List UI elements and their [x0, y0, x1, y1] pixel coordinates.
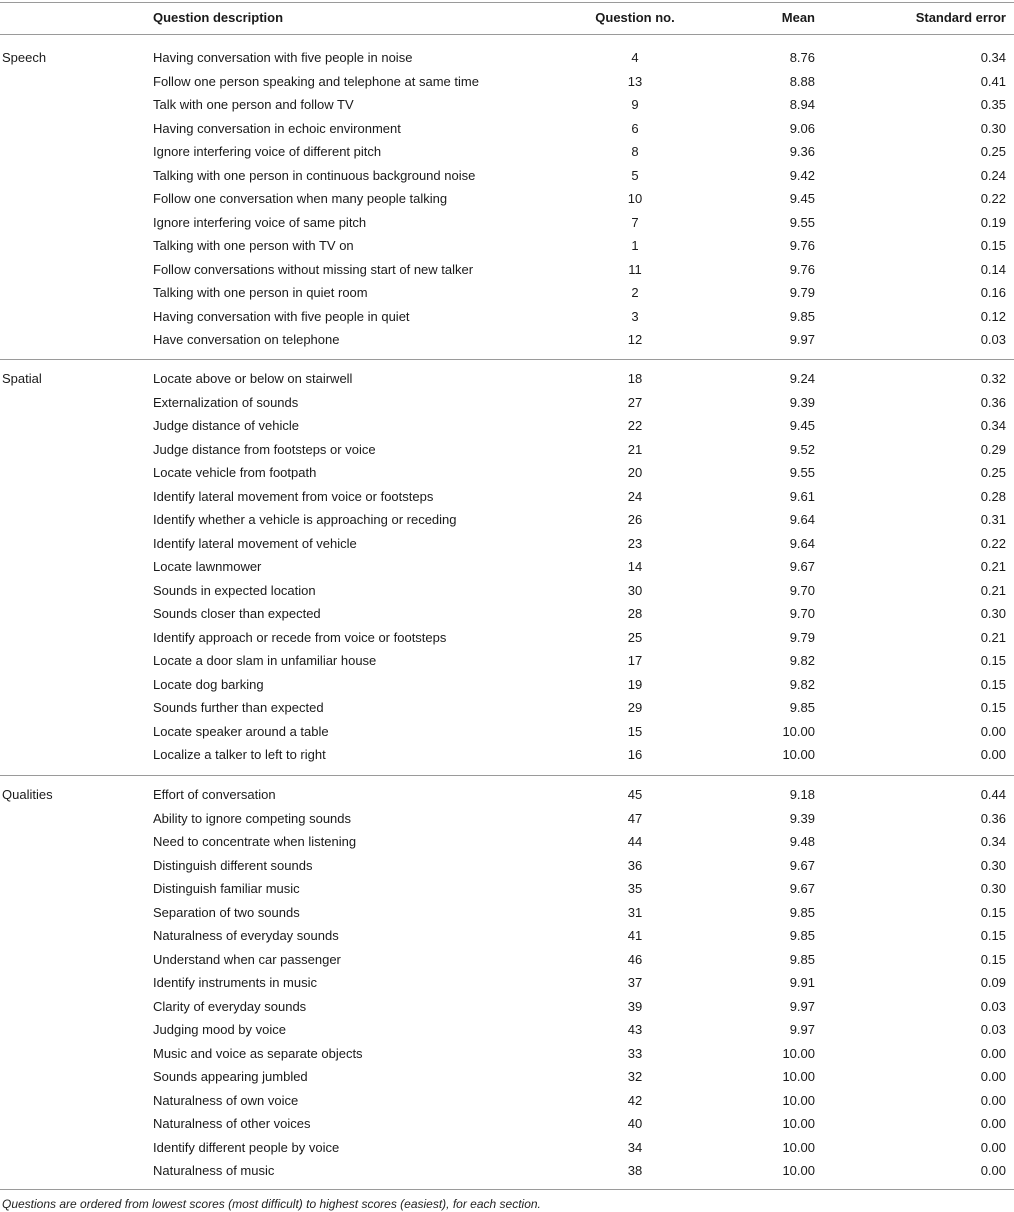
- question-no-cell: 27: [627, 394, 643, 410]
- table-row: [0, 489, 1014, 513]
- standard-error-cell: 0.21: [980, 559, 1006, 574]
- standard-error-cell: 0.29: [980, 441, 1006, 457]
- question-description-cell: Ability to ignore competing sounds: [153, 810, 352, 826]
- question-no-cell: 37: [627, 975, 643, 990]
- standard-error-cell: 0.34: [980, 418, 1006, 433]
- standard-error-cell: 0.30: [980, 606, 1006, 621]
- section-divider: [0, 775, 1014, 776]
- question-description-cell: Locate above or below on stairwell: [153, 371, 353, 386]
- mean-cell: 9.85: [789, 928, 815, 943]
- mean-cell: 8.94: [789, 97, 815, 112]
- table-row: [0, 975, 1014, 999]
- question-no-cell: 47: [627, 810, 643, 826]
- question-no-cell: 18: [627, 371, 643, 386]
- question-description-cell: Sounds appearing jumbled: [153, 1069, 308, 1084]
- section-label: Spatial: [2, 371, 42, 386]
- question-no-cell: 5: [631, 167, 639, 183]
- mean-cell: 9.91: [789, 975, 815, 990]
- mean-cell: 9.55: [789, 214, 815, 230]
- question-description-cell: Ignore interfering voice of same pitch: [153, 214, 367, 230]
- question-description-cell: Having conversation with five people in quiet: [153, 308, 410, 324]
- question-no-cell: 28: [627, 606, 643, 621]
- standard-error-cell: 0.30: [980, 857, 1006, 873]
- standard-error-cell: 0.30: [980, 120, 1006, 136]
- question-description-cell: Sounds closer than expected: [153, 606, 321, 621]
- question-description-cell: Locate a door slam in unfamiliar house: [153, 653, 377, 668]
- question-description-cell: Talking with one person in quiet room: [153, 285, 368, 300]
- table-row: [0, 928, 1014, 952]
- section-label: Speech: [2, 50, 47, 65]
- mean-cell: 9.85: [789, 904, 815, 920]
- standard-error-cell: 0.14: [980, 261, 1006, 277]
- question-no-cell: 41: [627, 928, 643, 943]
- question-description-cell: Clarity of everyday sounds: [153, 998, 307, 1014]
- mean-cell: 10.00: [782, 1069, 815, 1084]
- question-description-cell: Effort of conversation: [153, 787, 276, 802]
- mean-cell: 9.97: [789, 1022, 815, 1037]
- standard-error-cell: 0.15: [980, 676, 1006, 692]
- table-row: [0, 262, 1014, 286]
- question-no-cell: 35: [627, 881, 643, 896]
- standard-error-cell: 0.15: [980, 238, 1006, 253]
- table-row: [0, 418, 1014, 442]
- standard-error-cell: 0.15: [980, 653, 1006, 668]
- question-description-cell: Talking with one person with TV on: [153, 238, 354, 253]
- question-no-cell: 17: [627, 653, 643, 668]
- standard-error-cell: 0.31: [980, 512, 1006, 527]
- question-no-cell: 26: [627, 512, 643, 527]
- standard-error-cell: 0.41: [980, 73, 1006, 89]
- mean-cell: 9.45: [789, 418, 815, 433]
- standard-error-cell: 0.00: [980, 1045, 1006, 1061]
- mean-cell: 9.42: [789, 167, 815, 183]
- standard-error-cell: 0.30: [980, 881, 1006, 896]
- mean-cell: 9.70: [789, 606, 815, 621]
- standard-error-cell: 0.25: [980, 465, 1006, 480]
- mean-cell: 9.48: [789, 834, 815, 849]
- table-row: [0, 881, 1014, 905]
- standard-error-cell: 0.09: [980, 975, 1006, 990]
- question-no-cell: 33: [627, 1045, 643, 1061]
- question-description-cell: Locate speaker around a table: [153, 723, 329, 739]
- question-description-cell: Having conversation with five people in noise: [153, 50, 413, 65]
- table-row: [0, 834, 1014, 858]
- question-description-cell: Having conversation in echoic environment: [153, 120, 401, 136]
- question-description-cell: Naturalness of own voice: [153, 1092, 299, 1108]
- table-row: [0, 630, 1014, 654]
- mean-cell: 9.39: [789, 394, 815, 410]
- question-description-cell: Locate lawnmower: [153, 559, 262, 574]
- mean-cell: 9.55: [789, 465, 815, 480]
- mean-cell: 9.61: [789, 488, 815, 504]
- question-no-cell: 43: [627, 1022, 643, 1037]
- question-description-cell: Identify lateral movement from voice or footsteps: [153, 488, 434, 504]
- header-rule: [0, 34, 1014, 35]
- standard-error-cell: 0.00: [980, 747, 1006, 762]
- question-no-cell: 10: [627, 191, 643, 206]
- table-row: [0, 583, 1014, 607]
- question-no-cell: 13: [627, 73, 643, 89]
- table-row: [0, 512, 1014, 536]
- header-standard-error: Standard error: [915, 10, 1006, 25]
- question-no-cell: 19: [627, 676, 643, 692]
- standard-error-cell: 0.00: [980, 723, 1006, 739]
- question-description-cell: Follow one conversation when many people talking: [153, 191, 448, 206]
- table-row: [0, 1069, 1014, 1093]
- table-row: [0, 168, 1014, 192]
- standard-error-cell: 0.34: [980, 50, 1006, 65]
- mean-cell: 10.00: [782, 747, 815, 762]
- mean-cell: 10.00: [782, 1045, 815, 1061]
- question-no-cell: 22: [627, 418, 643, 433]
- header-question-no: Question no.: [595, 10, 675, 25]
- question-description-cell: Ignore interfering voice of different pitch: [153, 144, 382, 159]
- question-no-cell: 20: [627, 465, 643, 480]
- table-row: [0, 724, 1014, 748]
- standard-error-cell: 0.19: [980, 214, 1006, 230]
- mean-cell: 9.85: [789, 700, 815, 715]
- mean-cell: 10.00: [782, 1163, 815, 1178]
- question-description-cell: Talk with one person and follow TV: [153, 97, 354, 112]
- table-row: [0, 1116, 1014, 1140]
- table-row: [0, 1093, 1014, 1117]
- standard-error-cell: 0.00: [980, 1163, 1006, 1178]
- question-no-cell: 38: [627, 1163, 643, 1178]
- mean-cell: 9.36: [789, 144, 815, 159]
- standard-error-cell: 0.34: [980, 834, 1006, 849]
- table-row: [0, 999, 1014, 1023]
- table-row: [0, 144, 1014, 168]
- table-row: [0, 787, 1014, 811]
- question-description-cell: Sounds in expected location: [153, 582, 316, 598]
- mean-cell: 9.85: [789, 308, 815, 324]
- table-row: [0, 677, 1014, 701]
- question-description-cell: Talking with one person in continuous background noise: [153, 167, 476, 183]
- table-row: [0, 952, 1014, 976]
- mean-cell: 9.67: [789, 881, 815, 896]
- mean-cell: 9.97: [789, 332, 815, 347]
- question-description-cell: Need to concentrate when listening: [153, 834, 357, 849]
- table-row: [0, 238, 1014, 262]
- table-row: [0, 309, 1014, 333]
- question-description-cell: Naturalness of music: [153, 1163, 275, 1178]
- standard-error-cell: 0.00: [980, 1069, 1006, 1084]
- standard-error-cell: 0.36: [980, 810, 1006, 826]
- standard-error-cell: 0.15: [980, 928, 1006, 943]
- standard-error-cell: 0.25: [980, 144, 1006, 159]
- table-row: [0, 747, 1014, 771]
- table-row: [0, 97, 1014, 121]
- mean-cell: 10.00: [782, 1116, 815, 1131]
- mean-cell: 10.00: [782, 1092, 815, 1108]
- mean-cell: 9.06: [789, 120, 815, 136]
- table-row: [0, 395, 1014, 419]
- question-description-cell: Judging mood by voice: [153, 1022, 286, 1037]
- question-description-cell: Locate dog barking: [153, 676, 264, 692]
- question-description-cell: Naturalness of everyday sounds: [153, 928, 339, 943]
- question-no-cell: 15: [627, 723, 643, 739]
- question-description-cell: Externalization of sounds: [153, 394, 299, 410]
- question-description-cell: Identify approach or recede from voice or footsteps: [153, 629, 447, 645]
- question-no-cell: 46: [627, 951, 643, 967]
- table-row: [0, 1046, 1014, 1070]
- mean-cell: 9.70: [789, 582, 815, 598]
- table-bottom-rule: [0, 1189, 1014, 1190]
- mean-cell: 9.79: [789, 629, 815, 645]
- question-description-cell: Identify lateral movement of vehicle: [153, 535, 357, 551]
- table-row: [0, 215, 1014, 239]
- standard-error-cell: 0.36: [980, 394, 1006, 410]
- question-no-cell: 36: [627, 857, 643, 873]
- mean-cell: 9.76: [789, 238, 815, 253]
- mean-cell: 9.24: [789, 371, 815, 386]
- mean-cell: 9.64: [789, 535, 815, 551]
- question-description-cell: Distinguish different sounds: [153, 857, 313, 873]
- mean-cell: 9.97: [789, 998, 815, 1014]
- table-row: [0, 442, 1014, 466]
- mean-cell: 9.52: [789, 441, 815, 457]
- question-no-cell: 8: [631, 144, 639, 159]
- question-no-cell: 40: [627, 1116, 643, 1131]
- question-description-cell: Judge distance of vehicle: [153, 418, 299, 433]
- question-description-cell: Locate vehicle from footpath: [153, 465, 317, 480]
- table-row: [0, 1163, 1014, 1187]
- question-no-cell: 34: [627, 1139, 643, 1155]
- question-no-cell: 24: [627, 488, 643, 504]
- standard-error-cell: 0.21: [980, 629, 1006, 645]
- standard-error-cell: 0.22: [980, 535, 1006, 551]
- question-no-cell: 23: [627, 535, 643, 551]
- standard-error-cell: 0.03: [980, 998, 1006, 1014]
- table-row: [0, 371, 1014, 395]
- mean-cell: 9.85: [789, 951, 815, 967]
- question-no-cell: 9: [631, 97, 639, 112]
- mean-cell: 10.00: [782, 723, 815, 739]
- mean-cell: 9.18: [789, 787, 815, 802]
- question-description-cell: Naturalness of other voices: [153, 1116, 311, 1131]
- mean-cell: 9.39: [789, 810, 815, 826]
- table-row: [0, 121, 1014, 145]
- table-row: [0, 74, 1014, 98]
- question-no-cell: 4: [631, 50, 639, 65]
- table-row: [0, 1022, 1014, 1046]
- standard-error-cell: 0.12: [980, 308, 1006, 324]
- standard-error-cell: 0.00: [980, 1116, 1006, 1131]
- table-footnote: Questions are ordered from lowest scores (most difficult) to highest scores (easiest), for each section.: [2, 1197, 541, 1211]
- table-row: [0, 285, 1014, 309]
- question-no-cell: 42: [627, 1092, 643, 1108]
- standard-error-cell: 0.22: [980, 191, 1006, 206]
- question-no-cell: 25: [627, 629, 643, 645]
- question-no-cell: 16: [627, 747, 643, 762]
- question-description-cell: Follow conversations without missing start of new talker: [153, 261, 474, 277]
- question-description-cell: Have conversation on telephone: [153, 332, 340, 347]
- question-description-cell: Identify instruments in music: [153, 975, 318, 990]
- table-row: [0, 559, 1014, 583]
- question-no-cell: 11: [628, 261, 642, 277]
- standard-error-cell: 0.15: [980, 951, 1006, 967]
- question-description-cell: Follow one person speaking and telephone at same time: [153, 73, 479, 89]
- standard-error-cell: 0.35: [980, 97, 1006, 112]
- standard-error-cell: 0.03: [980, 1022, 1006, 1037]
- standard-error-cell: 0.32: [980, 371, 1006, 386]
- header-mean: Mean: [781, 10, 815, 25]
- section-label: Qualities: [2, 787, 53, 802]
- standard-error-cell: 0.44: [980, 787, 1006, 802]
- mean-cell: 9.64: [789, 512, 815, 527]
- question-no-cell: 6: [631, 120, 639, 136]
- mean-cell: 9.82: [789, 653, 815, 668]
- question-no-cell: 32: [627, 1069, 643, 1084]
- question-description-cell: Identify whether a vehicle is approaching or receding: [153, 512, 457, 527]
- question-no-cell: 30: [627, 582, 643, 598]
- mean-cell: 8.88: [789, 73, 815, 89]
- standard-error-cell: 0.15: [980, 700, 1006, 715]
- standard-error-cell: 0.00: [980, 1139, 1006, 1155]
- question-description-cell: Understand when car passenger: [153, 951, 341, 967]
- section-divider: [0, 359, 1014, 360]
- mean-cell: 9.45: [789, 191, 815, 206]
- standard-error-cell: 0.15: [980, 904, 1006, 920]
- table-row: [0, 653, 1014, 677]
- table-row: [0, 700, 1014, 724]
- question-no-cell: 31: [627, 904, 643, 920]
- table-row: [0, 811, 1014, 835]
- table-row: [0, 465, 1014, 489]
- table-row: [0, 536, 1014, 560]
- standard-error-cell: 0.28: [980, 488, 1006, 504]
- question-no-cell: 44: [627, 834, 643, 849]
- standard-error-cell: 0.00: [980, 1092, 1006, 1108]
- question-no-cell: 21: [627, 441, 643, 457]
- question-description-cell: Identify different people by voice: [153, 1139, 340, 1155]
- question-description-cell: Judge distance from footsteps or voice: [153, 441, 376, 457]
- question-description-cell: Localize a talker to left to right: [153, 747, 326, 762]
- mean-cell: 10.00: [782, 1139, 815, 1155]
- table-row: [0, 606, 1014, 630]
- standard-error-cell: 0.03: [980, 332, 1006, 347]
- table-row: [0, 905, 1014, 929]
- question-no-cell: 7: [631, 214, 639, 230]
- question-no-cell: 14: [627, 559, 643, 574]
- mean-cell: 9.67: [789, 559, 815, 574]
- standard-error-cell: 0.16: [980, 285, 1006, 300]
- question-no-cell: 3: [631, 308, 639, 324]
- table-top-rule: [0, 2, 1014, 3]
- mean-cell: 9.79: [789, 285, 815, 300]
- question-description-cell: Distinguish familiar music: [153, 881, 300, 896]
- question-description-cell: Music and voice as separate objects: [153, 1045, 363, 1061]
- question-no-cell: 1: [631, 238, 639, 253]
- standard-error-cell: 0.24: [980, 167, 1006, 183]
- table-row: [0, 191, 1014, 215]
- question-description-cell: Sounds further than expected: [153, 700, 324, 715]
- mean-cell: 8.76: [789, 50, 815, 65]
- mean-cell: 9.76: [789, 261, 815, 277]
- table-row: [0, 858, 1014, 882]
- mean-cell: 9.82: [789, 676, 815, 692]
- question-no-cell: 29: [627, 700, 643, 715]
- table-row: [0, 332, 1014, 356]
- header-question-description: Question description: [153, 10, 284, 25]
- table-row: [0, 1140, 1014, 1164]
- question-description-cell: Separation of two sounds: [153, 904, 300, 920]
- question-no-cell: 45: [627, 787, 643, 802]
- question-no-cell: 12: [627, 332, 643, 347]
- standard-error-cell: 0.21: [980, 582, 1006, 598]
- mean-cell: 9.67: [789, 857, 815, 873]
- table-row: [0, 50, 1014, 74]
- question-no-cell: 39: [627, 998, 643, 1014]
- question-no-cell: 2: [631, 285, 639, 300]
